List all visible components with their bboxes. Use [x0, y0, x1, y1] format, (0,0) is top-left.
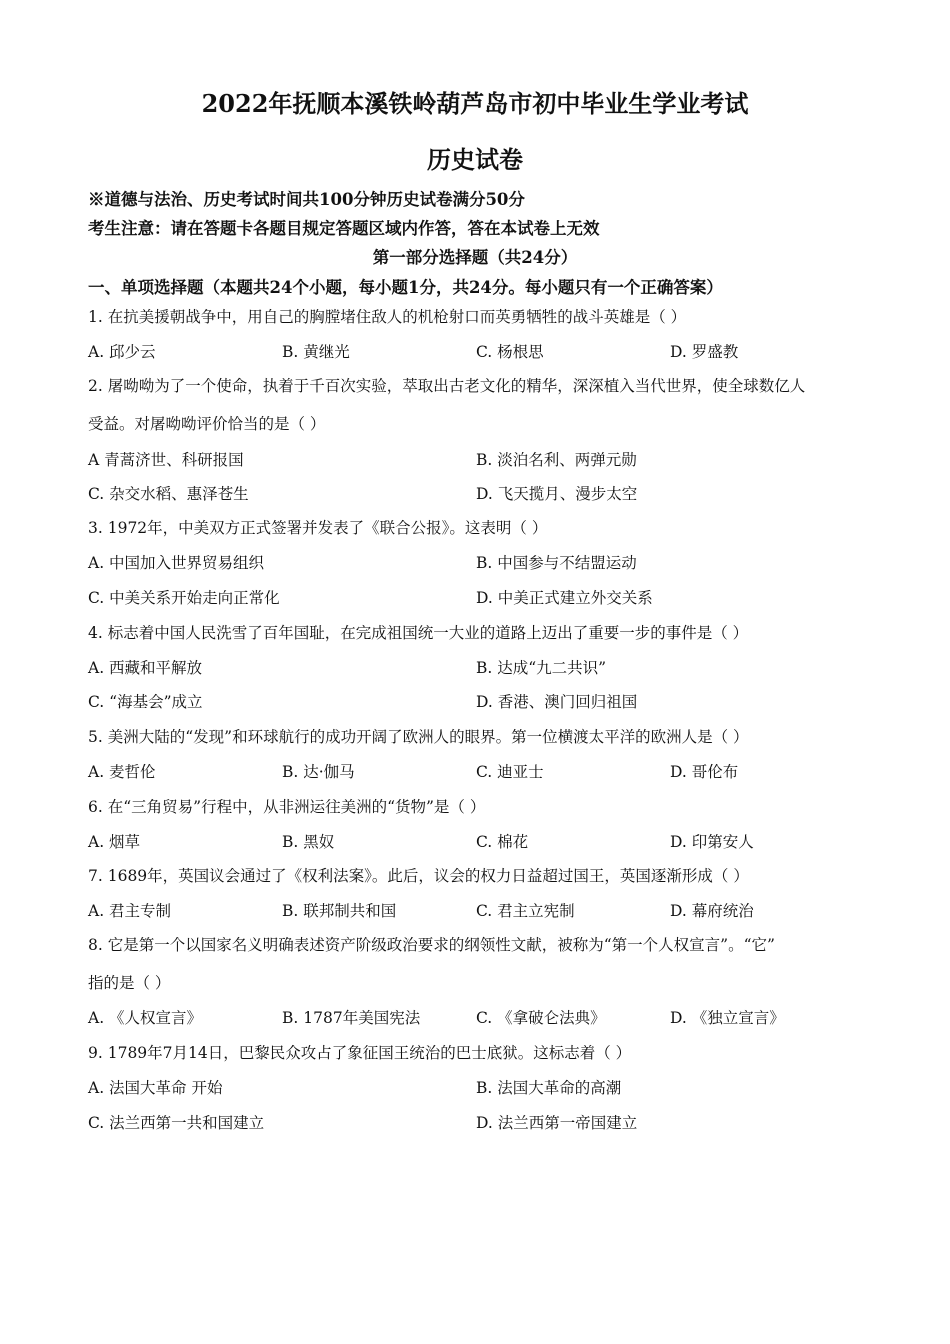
question-9-option-a: A. 法国大革命 开始 [88, 1079, 223, 1097]
question-1-option-c: C. 杨根思 [476, 343, 544, 361]
question-8-stem: 8. 它是第一个以国家名义明确表述资产阶级政治要求的纲领性文献，被称为“第一个人权宣言”。“它” [88, 936, 775, 954]
candidate-notice: 考生注意：请在答题卡各题目规定答题区域内作答，答在本试卷上无效 [88, 219, 600, 238]
question-1-option-a: A. 邱少云 [88, 343, 156, 361]
question-2-option-a: A 青蒿济世、科研报国 [88, 451, 244, 469]
question-5-option-d: D. 哥伦布 [670, 763, 739, 781]
question-2-option-d: D. 飞天揽月、漫步太空 [476, 485, 638, 503]
question-5-option-a: A. 麦哲伦 [88, 763, 156, 781]
question-2-stem-continued: 受益。对屠呦呦评价恰当的是（ ） [88, 415, 326, 433]
question-7-stem: 7. 1689年，英国议会通过了《权利法案》。此后，议会的权力日益超过国王，英国逐渐形成（ ） [88, 867, 749, 885]
exam-subtitle: 历史试卷 [427, 145, 523, 174]
question-8-option-b: B. 1787年美国宪法 [282, 1009, 421, 1027]
question-4-option-d: D. 香港、澳门回归祖国 [476, 693, 638, 711]
question-7-option-d: D. 幕府统治 [670, 902, 754, 920]
question-1-option-b: B. 黄继光 [282, 343, 350, 361]
question-6-option-a: A. 烟草 [88, 833, 141, 851]
question-3-option-c: C. 中美关系开始走向正常化 [88, 589, 280, 607]
question-1-stem: 1. 在抗美援朝战争中，用自己的胸膛堵住敌人的机枪射口而英勇牺牲的战斗英雄是（ ） [88, 308, 687, 326]
question-8-option-a: A. 《人权宣言》 [88, 1009, 203, 1027]
part-heading: 第一部分选择题（共24分） [372, 248, 578, 267]
question-3-option-d: D. 中美正式建立外交关系 [476, 589, 653, 607]
question-7-option-b: B. 联邦制共和国 [282, 902, 397, 920]
section-heading: 一、单项选择题（本题共24个小题，每小题1分，共24分。每小题只有一个正确答案） [88, 278, 723, 297]
question-8-option-c: C. 《拿破仑法典》 [476, 1009, 606, 1027]
question-2-stem: 2. 屠呦呦为了一个使命，执着于千百次实验，萃取出古老文化的精华，深深植入当代世界，使全球数亿人 [88, 377, 806, 395]
question-6-stem: 6. 在“三角贸易”行程中，从非洲运往美洲的“货物”是（ ） [88, 798, 486, 816]
question-9-stem: 9. 1789年7月14日，巴黎民众攻占了象征国王统治的巴士底狱。这标志着（ ） [88, 1044, 632, 1062]
question-6-option-c: C. 棉花 [476, 833, 529, 851]
question-8-stem-continued: 指的是（ ） [88, 974, 171, 992]
question-4-option-c: C. “海基会”成立 [88, 693, 203, 711]
question-2-option-b: B. 淡泊名利、两弹元勋 [476, 451, 637, 469]
question-5-stem: 5. 美洲大陆的“发现”和环球航行的成功开阔了欧洲人的眼界。第一位横渡太平洋的欧洲人是（ ） [88, 728, 749, 746]
exam-title: 2022年抚顺本溪铁岭葫芦岛市初中毕业生学业考试 [201, 89, 749, 118]
question-3-option-a: A. 中国加入世界贸易组织 [88, 554, 265, 572]
question-6-option-d: D. 印第安人 [670, 833, 754, 851]
question-7-option-a: A. 君主专制 [88, 902, 172, 920]
question-2-option-c: C. 杂交水稻、惠泽苍生 [88, 485, 249, 503]
question-5-option-b: B. 达·伽马 [282, 763, 355, 781]
question-7-option-c: C. 君主立宪制 [476, 902, 575, 920]
question-5-option-c: C. 迪亚士 [476, 763, 544, 781]
question-8-option-d: D. 《独立宣言》 [670, 1009, 785, 1027]
exam-time-note: ※道德与法治、历史考试时间共100分钟历史试卷满分50分 [88, 190, 525, 209]
question-9-option-b: B. 法国大革命的高潮 [476, 1079, 622, 1097]
question-3-stem: 3. 1972年，中美双方正式签署并发表了《联合公报》。这表明（ ） [88, 519, 548, 537]
question-6-option-b: B. 黑奴 [282, 833, 335, 851]
question-4-option-a: A. 西藏和平解放 [88, 659, 203, 677]
question-4-stem: 4. 标志着中国人民洗雪了百年国耻，在完成祖国统一大业的道路上迈出了重要一步的事件是（ ） [88, 624, 749, 642]
question-1-option-d: D. 罗盛教 [670, 343, 739, 361]
question-4-option-b: B. 达成“九二共识” [476, 659, 607, 677]
question-9-option-d: D. 法兰西第一帝国建立 [476, 1114, 638, 1132]
question-9-option-c: C. 法兰西第一共和国建立 [88, 1114, 265, 1132]
question-3-option-b: B. 中国参与不结盟运动 [476, 554, 637, 572]
